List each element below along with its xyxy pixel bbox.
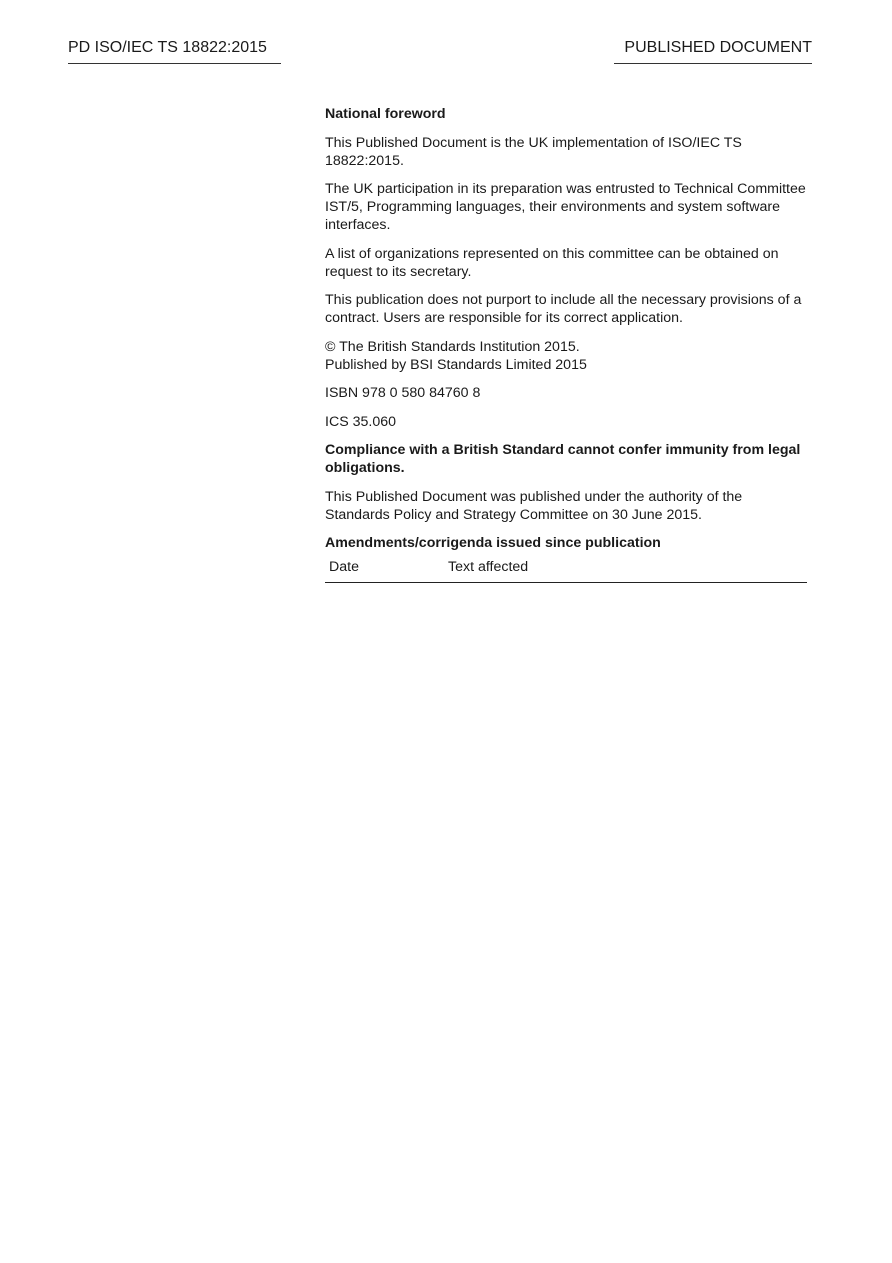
publisher-line: Published by BSI Standards Limited 2015 <box>325 356 587 373</box>
amendments-table <box>325 556 807 583</box>
compliance-notice: Compliance with a British Standard cannot confer immunity from legal obligations. <box>325 442 801 476</box>
amendments-header-row <box>325 556 807 583</box>
foreword-paragraph-implementation: This Published Document is the UK implementation of ISO/IEC TS 18822:2015. <box>325 134 742 169</box>
national-foreword-section <box>325 105 807 583</box>
ics-line: ICS 35.060 <box>325 413 396 430</box>
amendments-column-text-affected: Text affected <box>444 556 807 583</box>
foreword-paragraph-organizations: A list of organizations represented on this committee can be obtained on request to its secretary. <box>325 245 779 280</box>
foreword-paragraph-contract: This publication does not purport to include all the necessary provisions of a contract. Users are responsible for its correct application. <box>325 292 802 326</box>
authority-statement: This Published Document was published under the authority of the Standards Policy and Strategy Committee on 30 June 2015. <box>325 488 743 523</box>
foreword-heading: National foreword <box>325 106 446 122</box>
amendments-column-date: Date <box>325 556 444 583</box>
copyright-block <box>325 338 807 374</box>
amendments-title: Amendments/corrigenda issued since publication <box>325 535 661 551</box>
header-document-id: PD ISO/IEC TS 18822:2015 <box>68 37 281 64</box>
foreword-paragraph-committee: The UK participation in its preparation was entrusted to Technical Committee IST/5, Programming languages, their environments and system software interfaces. <box>325 181 806 233</box>
isbn-line: ISBN 978 0 580 84760 8 <box>325 385 481 401</box>
header-document-type: PUBLISHED DOCUMENT <box>614 37 812 64</box>
copyright-line: © The British Standards Institution 2015. <box>325 338 580 355</box>
